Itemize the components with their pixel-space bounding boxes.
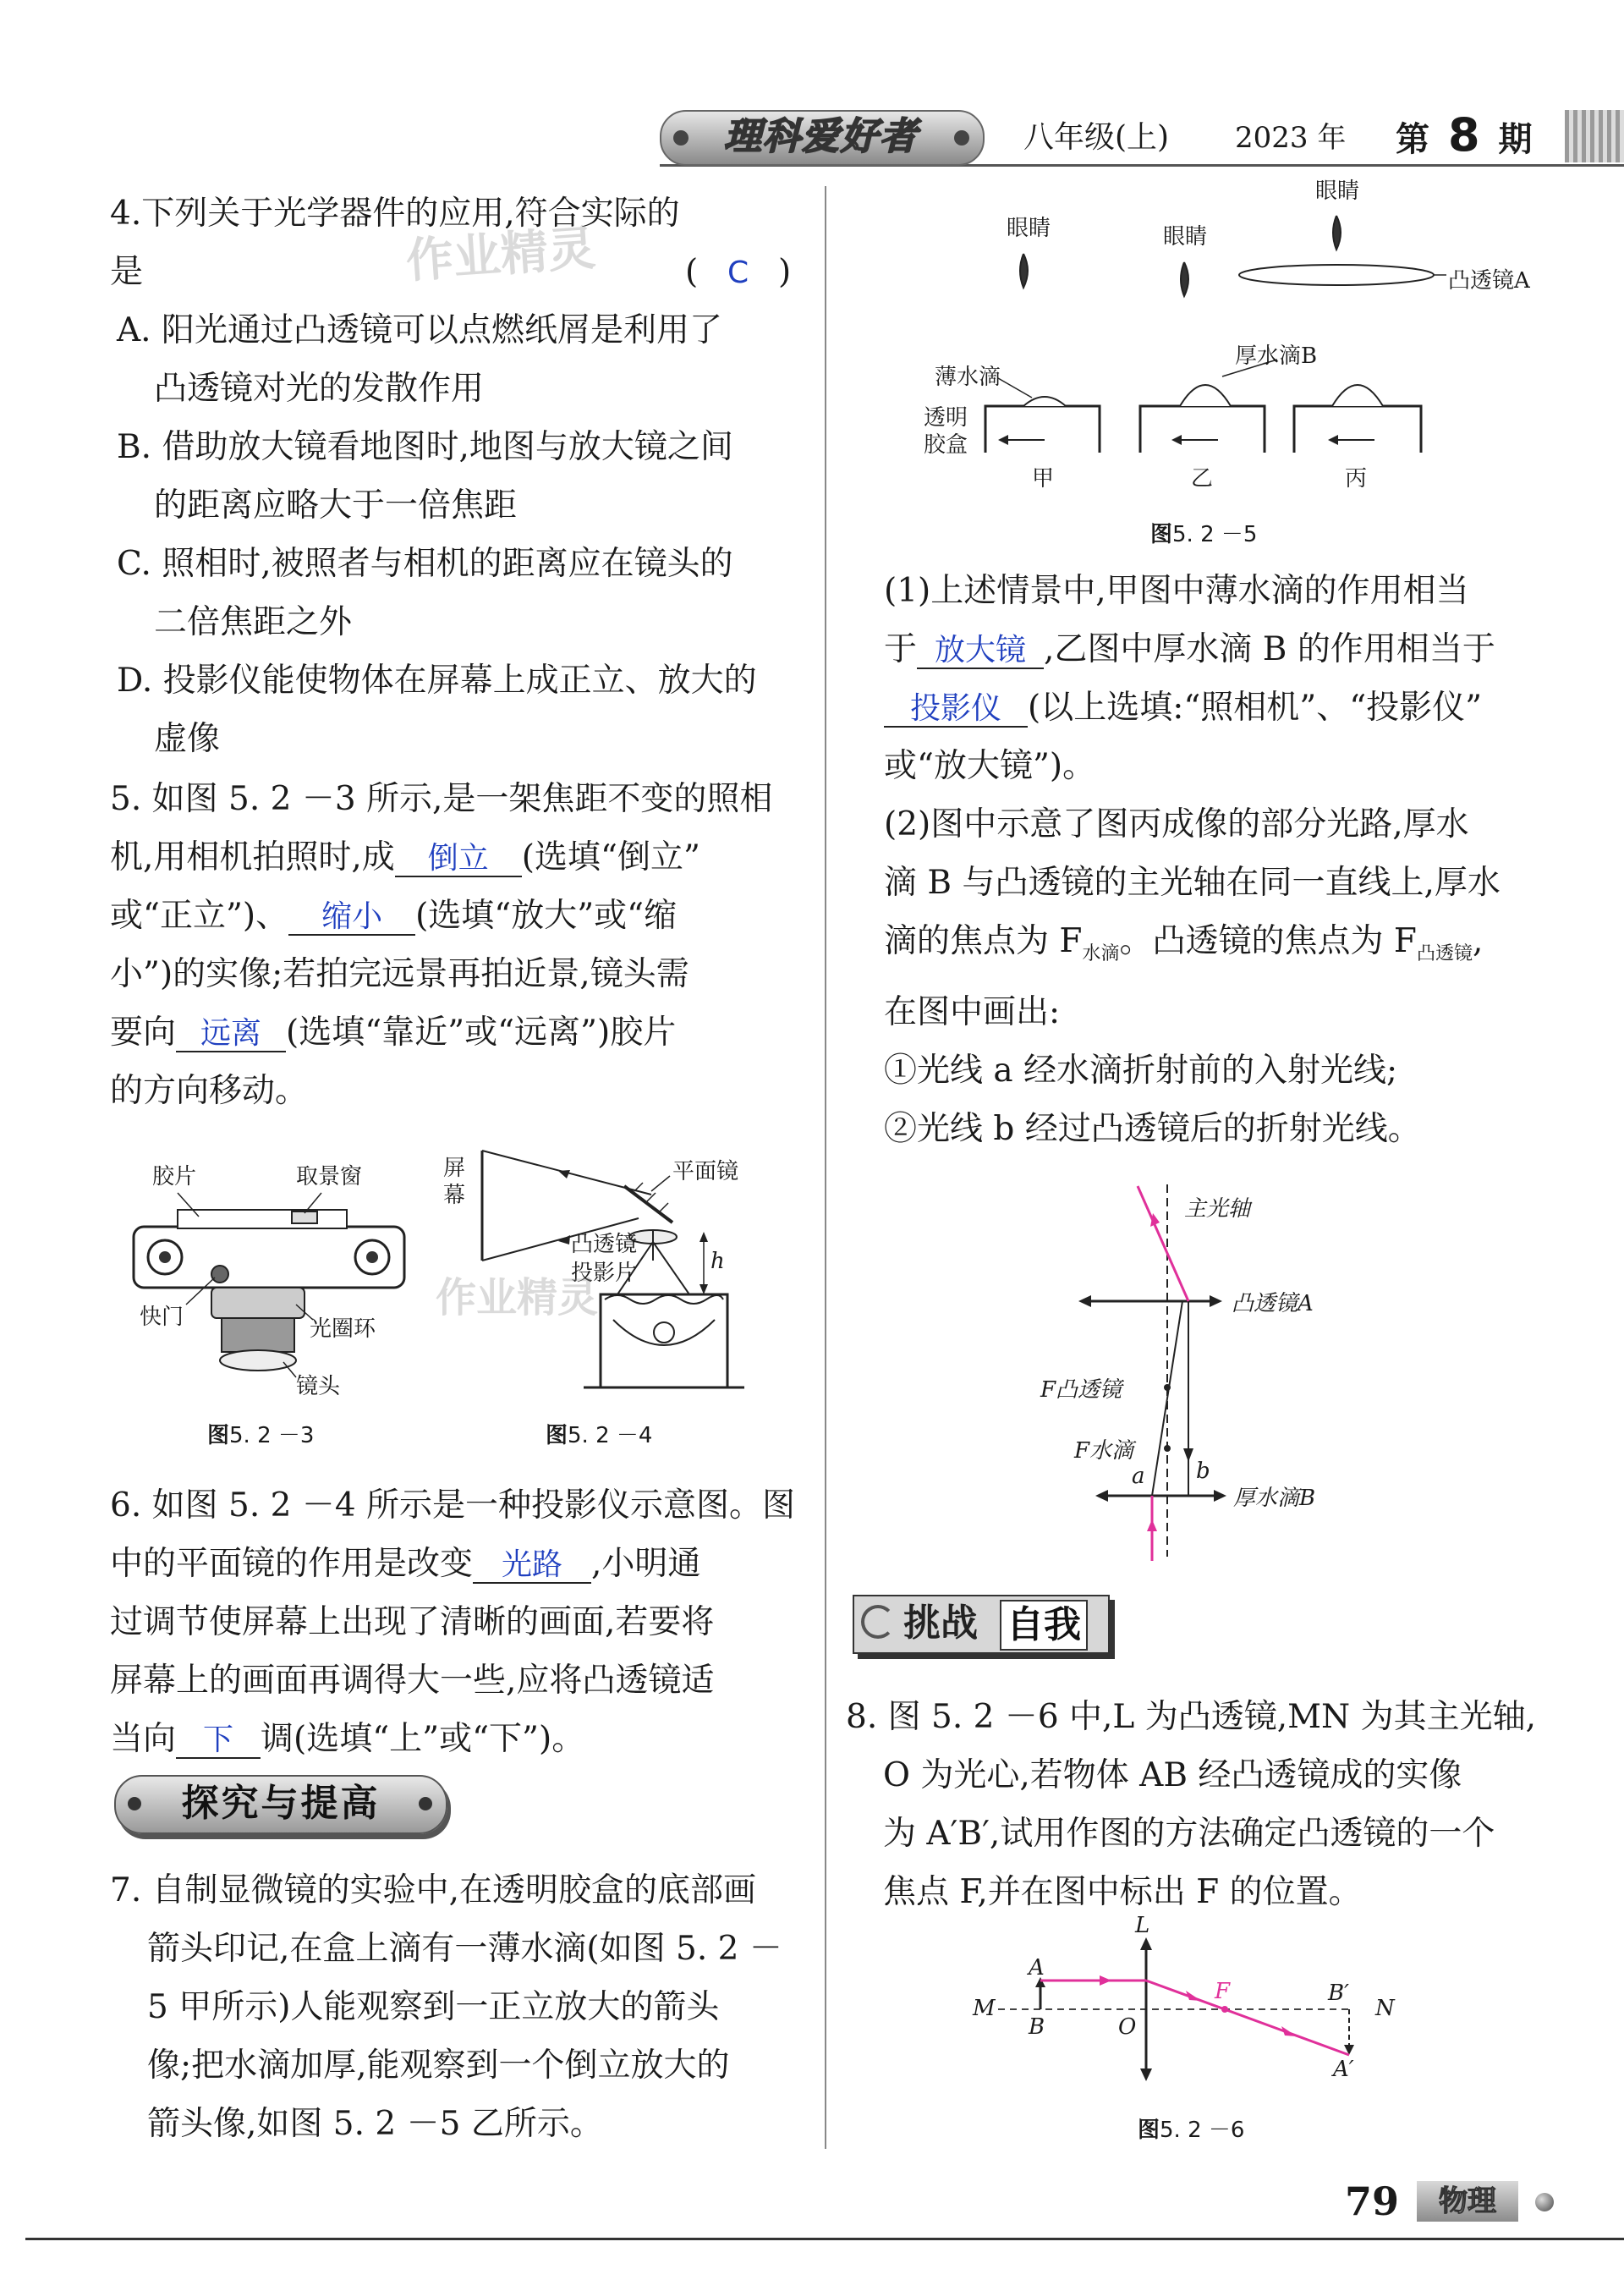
fig6-caption [1138,2112,1244,2144]
q7-part2-line2: 滴 B 与凸透镜的主光轴在同一直线上,厚水 [884,864,1501,902]
fig5-eye-label-2: 眼睛 [1163,224,1208,250]
thin-drop-leader [998,378,1032,398]
ray-label-a: a [1132,1464,1145,1489]
question-7 [110,1861,804,2153]
q5-line4: 小”)的实像;若拍完远景再拍近景,镜头需 [110,955,689,993]
page-footer [1345,2174,1599,2233]
figure-5-2-4 [431,1142,795,1464]
q6-line2-a: 中的平面镜的作用是改变 [110,1545,474,1583]
q5-answer-orientation: 倒立 [395,842,522,877]
brand-dot-right-icon [954,130,969,146]
q4-option-b-line2: 的距离应略大于一倍焦距 [154,486,518,525]
challenge-swirl-icon [861,1605,895,1639]
q7-line2: 箭头印记,在盒上滴有一薄水滴(如图 5. 2 － [147,1930,782,1968]
q7-sub-drop: 水滴 [1082,942,1120,964]
brand-title: 理科爱好者 [724,115,919,158]
ray-label-f-lens: F凸透镜 [1040,1377,1122,1403]
watermark-figure: 作业精灵 [436,1274,599,1321]
q4-answer: C [727,255,749,290]
box-yi [1140,406,1265,453]
q5-line2-a: 机,用相机拍照时,成 [110,838,395,876]
arrow-jia-head [998,435,1008,445]
question-6 [110,1476,804,1768]
q4-option-a [110,301,804,418]
q7-answer-thick-drop: 投影仪 [884,692,1028,728]
q5-line5-b: (选填“靠近”或“远离”)胶片 [286,1014,677,1052]
issue-number: 8 [1447,108,1480,162]
fig4-label-screen-1: 屏 [443,1156,466,1181]
lamp-icon [654,1322,674,1343]
aperture-ring [211,1288,304,1318]
fig6-label-n: N [1375,1996,1395,2021]
q6-answer-direction: 下 [176,1723,261,1759]
column-divider [825,186,826,2149]
fig6-label-a-prime: A′ [1333,2057,1354,2082]
brand-dot-left-icon [673,130,689,146]
refracted-ray-drawn [1138,1186,1188,1301]
lens-barrel [222,1318,294,1352]
fig3-label-shutter: 快门 [140,1305,184,1330]
fig4-label-mirror: 平面镜 [672,1159,739,1184]
watermark-top: 作业精灵 [403,221,597,289]
q7-line1: 7. 自制显微镜的实验中,在透明胶盒的底部画 [110,1871,757,1909]
film-spool-right-hub [366,1251,378,1263]
ray-label-drop-b: 厚水滴B [1233,1486,1316,1511]
q8-line2: O 为光心,若物体 AB 经凸透镜成的实像 [883,1756,1462,1794]
camera-diagram [127,1159,414,1404]
box-jia [985,406,1100,453]
q7-part1-line1: (1)上述情景中,甲图中薄水滴的作用相当 [884,572,1469,610]
ray-label-axis: 主光轴 [1184,1196,1251,1222]
ray-a [1152,1301,1182,1496]
q5-line6: 的方向移动。 [110,1072,309,1110]
q5-line2 [110,828,804,887]
mirror-hatch-3 [660,1203,668,1211]
fig4-label-screen-2: 幕 [443,1183,466,1208]
h-arrow-top [700,1232,708,1242]
ray-diagram-svg [1040,1176,1421,1565]
fig4-label-h: h [710,1249,725,1274]
q8-line3: 为 A′B′,试用作图的方法确定凸透镜的一个 [883,1815,1495,1853]
fig4-caption-number: 5. 2 －4 [568,1423,653,1448]
question-5 [110,770,804,1120]
lens-glass [220,1350,296,1371]
section-title-challenge-2: 自我 [1000,1600,1088,1651]
q4-bracket-close: ) [778,253,792,291]
fig5-eye-label-1: 眼睛 [1007,216,1051,241]
q7-part2-line3-a: 滴的焦点为 F [884,922,1083,960]
incident-ray-arrow [1147,1519,1157,1531]
q7-line3: 5 甲所示)人能观察到一正立放大的箭头 [147,1988,720,2026]
fig5-thin-drop-label: 薄水滴 [935,365,1001,390]
q7-part1-line3-b: (以上选填:“照相机”、“投影仪” [1028,689,1483,727]
section-banner-explore [114,1775,447,1834]
q5-line3 [110,887,804,945]
eye-icon-3 [1333,216,1341,250]
ray-refracted [1146,1981,1349,2055]
subject-badge: 物理 [1417,2181,1518,2222]
q7-part1-line2 [884,620,1586,679]
shutter-button [211,1266,228,1283]
fig5-label-yi: 乙 [1191,466,1214,492]
q5-line3-b: (选填“放大”或“缩 [415,897,678,935]
q5-line3-a: 或“正立”)、 [110,897,289,935]
fig3-caption-number: 5. 2 －3 [229,1423,315,1448]
fig4-label-lens: 凸透镜 [571,1232,638,1257]
q4-option-b [110,418,804,535]
q6-line5-b: 调(选填“上”或“下”)。 [261,1720,585,1758]
issue-prefix: 第 [1396,120,1429,159]
issue-label [1396,110,1532,165]
q5-line5 [110,1003,804,1062]
lens-a-arrow-left [1078,1295,1091,1307]
footer-rule [25,2238,1624,2240]
q4-bracket-open: ( [685,253,699,291]
figure-5-2-5 [888,179,1548,554]
grade-label: 八年级(上) [1023,120,1170,155]
q4-stem-line1: 4.下列关于光学器件的应用,符合实际的 [110,195,680,233]
question-8 [846,1688,1590,1921]
header-stripes [1565,110,1624,162]
q7-part1-line3 [884,679,1586,737]
fig5-box-label-2: 胶盒 [924,432,968,458]
plane-mirror [624,1186,672,1222]
q4-option-b-line1: B. 借助放大镜看地图时,地图与放大镜之间 [117,428,733,466]
ray-label-b: b [1196,1459,1210,1484]
q7-part1-line2-b: ,乙图中厚水滴 B 的作用相当于 [1044,630,1495,668]
film-spool-left-hub [159,1251,171,1263]
figure-5-2-3 [127,1159,414,1464]
lens-a-arrow-right [1210,1295,1222,1307]
q7-line4: 像;把水滴加厚,能观察到一个倒立放大的 [147,2047,730,2085]
year-label: 2023 年 [1235,121,1347,155]
q6-line5-a: 当向 [110,1720,177,1758]
q5-line5-a: 要向 [110,1014,177,1052]
issue-suffix: 期 [1498,120,1533,159]
fig5-caption-number: 5. 2 －5 [1172,522,1258,547]
q6-line1: 6. 如图 5. 2 －4 所示是一种投影仪示意图。图 [110,1486,796,1525]
q8-line4: 焦点 F,并在图中标出 F 的位置。 [883,1873,1362,1911]
q4-option-d [110,651,804,768]
q6-line2-b: ,小明通 [591,1545,701,1583]
banner-dot-left-icon [128,1797,141,1810]
focus-point-f [1221,2006,1228,2013]
q4-option-a-line2: 凸透镜对光的发散作用 [154,370,485,408]
q6-line5 [110,1710,804,1768]
figure-5-2-6 [964,1913,1421,2153]
q5-answer-size: 缩小 [288,900,415,936]
ray-diagram [1040,1176,1421,1565]
q4-option-a-line1: A. 阳光通过凸透镜可以点燃纸屑是利用了 [117,311,722,349]
drop-thick-bing [1332,385,1383,406]
q7-part2-line1: (2)图中示意了图丙成像的部分光路,厚水 [884,805,1469,843]
q7-part2-line5: ①光线 a 经水滴折射前的入射光线; [884,1051,1398,1090]
q5-answer-direction: 远离 [176,1017,286,1052]
mirror-hatch-1 [634,1183,643,1191]
q7-part2-line3 [884,912,1586,983]
drop-thick-b [1180,385,1231,406]
arrow-yi-head [1171,435,1182,445]
eye-icon-2 [1181,262,1188,296]
ray-label-lens-a: 凸透镜A [1232,1291,1314,1316]
drop-b-arrow-left [1095,1490,1108,1502]
q4-option-c-line2: 二倍焦距之外 [154,603,353,641]
fig5-caption-prefix: 图 [1150,522,1173,547]
fig3-label-aperture: 光圈环 [310,1316,376,1342]
eye-icon-1 [1020,254,1028,288]
ray-parallel-arrow [1100,1975,1111,1986]
q7-line5: 箭头像,如图 5. 2 －5 乙所示。 [147,2105,603,2143]
arrow-bing-head [1328,435,1338,445]
fig6-label-o: O [1118,2014,1137,2040]
fig6-label-l: L [1135,1913,1150,1938]
q4-answer-bracket [685,243,791,302]
q5-line2-b: (选填“倒立” [521,838,700,876]
h-arrow-bottom [700,1284,708,1294]
box-bing [1294,406,1421,453]
ray-b-arrow [1183,1448,1193,1462]
section-title-challenge-1: 挑战 [903,1602,978,1645]
fig3-caption [207,1418,314,1449]
q7-part2-line3-b: 。凸透镜的焦点为 F [1119,922,1417,960]
q6-answer-mirror-effect: 光路 [473,1548,591,1584]
fig5-eye-label-3: 眼睛 [1315,179,1360,204]
fig6-caption-number: 5. 2 －6 [1160,2118,1245,2143]
mirror-leader [651,1176,670,1191]
fig6-label-m: M [973,1996,996,2021]
fig6-caption-prefix: 图 [1138,2118,1160,2143]
water-drop-diagram [888,182,1548,503]
fig5-caption [1150,517,1257,548]
q4-option-c [110,535,804,651]
q4-option-c-line1: C. 照相时,被照者与相机的距离应在镜头的 [117,545,733,583]
q4-stem-tail: 是 [110,253,144,291]
page-header [660,110,1624,169]
fig5-box-label-1: 透明 [924,405,968,431]
fig4-label-slide: 投影片 [571,1261,638,1286]
fig6-label-b-prime: B′ [1328,1981,1350,2006]
fig6-label-f: F [1215,1979,1231,2004]
q8-line1: 8. 图 5. 2 －6 中,L 为凸透镜,MN 为其主光轴, [846,1698,1536,1736]
fig5-label-jia: 甲 [1032,466,1055,492]
q7-part2-line3-c: , [1472,922,1484,960]
fig6-label-b: B [1029,2014,1045,2040]
q7-sub-lens: 凸透镜 [1416,942,1473,964]
section-banner-challenge [853,1595,1110,1654]
fig3-label-lens: 镜头 [296,1374,341,1399]
q7-part1-line2-a: 于 [884,630,918,668]
lens-l-arrow-top [1140,1937,1152,1950]
fig4-caption [546,1418,652,1449]
fig6-label-a: A [1029,1955,1045,1981]
q7-answer-thin-drop: 放大镜 [917,634,1044,669]
fig3-label-viewfinder: 取景窗 [296,1164,363,1189]
section-title-explore: 探究与提高 [181,1782,381,1825]
lens-l-arrow-bottom [1140,2068,1152,2081]
fig5-lens-a-label: 凸透镜A [1448,268,1530,294]
drop-b-arrow-right [1214,1490,1226,1502]
convex-lens-a [1239,265,1434,285]
focus-drop-point [1164,1445,1171,1452]
fig3-caption-prefix: 图 [207,1423,230,1448]
q4-option-d-line1: D. 投影仪能使物体在屏幕上成正立、放大的 [117,662,757,700]
fig5-label-bing: 丙 [1345,466,1368,492]
camera-top-plate [178,1210,347,1228]
drop-thin [1023,397,1066,406]
viewfinder-window [292,1211,317,1223]
brand-badge [660,110,985,166]
q6-line3: 过调节使屏幕上出现了清晰的画面,若要将 [110,1603,715,1641]
fig3-label-film: 胶片 [152,1164,197,1189]
q6-line4: 屏幕上的画面再调得大一些,应将凸透镜适 [110,1662,715,1700]
q7-part1-line4: 或“放大镜”)。 [884,747,1096,785]
q6-line2 [110,1535,804,1593]
fig5-thick-drop-label: 厚水滴B [1235,343,1318,369]
q4-option-d-line2: 虚像 [154,720,221,758]
q5-line1: 5. 如图 5. 2 －3 所示,是一架焦距不变的照相 [110,780,773,818]
beam-arrow-top [558,1170,570,1178]
question-7-parts [884,562,1586,1158]
page-number: 79 [1345,2178,1400,2224]
banner-dot-right-icon [419,1797,432,1810]
footer-dot-icon [1535,2193,1554,2211]
q7-part2-line6: ②光线 b 经过凸透镜后的折射光线。 [884,1109,1421,1148]
q7-part2-line4: 在图中画出: [884,992,1061,1031]
fig4-caption-prefix: 图 [546,1423,568,1448]
ray-label-f-drop: F水滴 [1074,1438,1134,1464]
